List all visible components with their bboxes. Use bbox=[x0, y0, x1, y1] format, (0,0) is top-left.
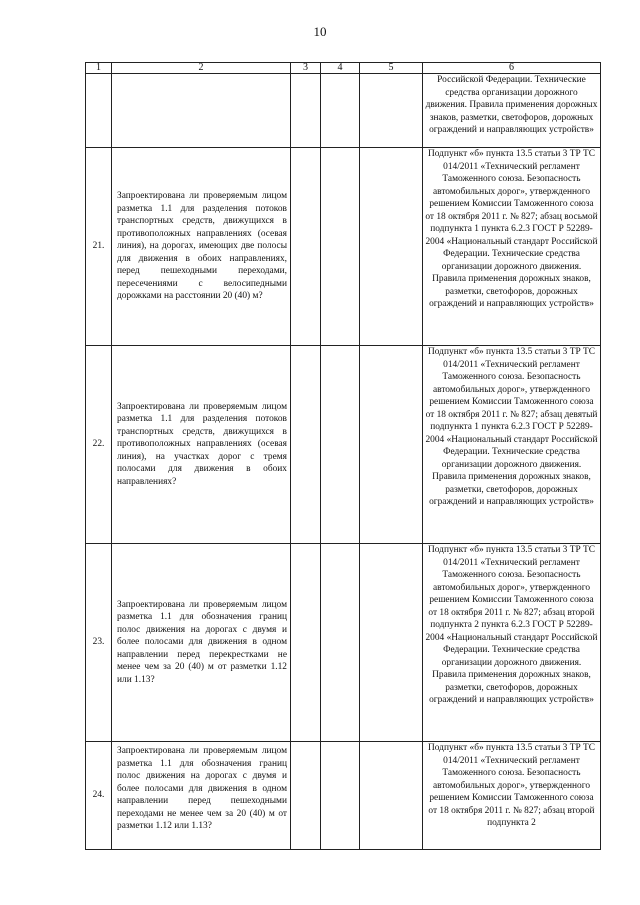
cell-col5 bbox=[360, 346, 423, 544]
reference-cell: Подпункт «б» пункта 13.5 статьи 3 ТР ТС 014/2011 «Технический регламент Таможенного союза. Безопасность автомобильных дорог», утвержденного решением Комиссии Таможенного союза от 18 октября 2011 г. № 827; абзац восьмой подпункта 1 пункта 6.2.3 ГОСТ Р 52289-2004 «Национальный стандарт Российской Федерации. Технические средства организации дорожного движения. Правила применения дорожных знаков, разметки, светофоров, дорожных ограждений и направляющих устройств» bbox=[423, 148, 601, 346]
page-number: 10 bbox=[313, 24, 327, 39]
header-row bbox=[86, 63, 601, 74]
cell-col4 bbox=[321, 544, 360, 742]
cell-col3 bbox=[291, 544, 321, 742]
row-number: 21. bbox=[86, 148, 112, 346]
reference-cell: Подпункт «б» пункта 13.5 статьи 3 ТР ТС 014/2011 «Технический регламент Таможенного союза. Безопасность автомобильных дорог», утвержденного решением Комиссии Таможенного союза от 18 октября 2011 г. № 827; абзац второй подпункта 2 пункта 6.2.3 ГОСТ Р 52289-2004 «Национальный стандарт Российской Федерации. Технические средства организации дорожного движения. Правила применения дорожных знаков, разметки, светофоров, дорожных ограждений и направляющих устройств» bbox=[423, 544, 601, 742]
cell-col5 bbox=[360, 544, 423, 742]
question-cell: Запроектирована ли проверяемым лицом разметка 1.1 для разделения потоков транспортных средств, движущихся в противоположных направлениях (осевая линия), на участках дорог с тремя полосами для движения в обоих направлениях? bbox=[112, 346, 291, 544]
cell-col4 bbox=[321, 346, 360, 544]
table-row bbox=[86, 346, 601, 544]
row-number bbox=[86, 74, 112, 148]
question-cell: Запроектирована ли проверяемым лицом разметка 1.1 для обозначения границ полос движения на дорогах с двумя и более полосами для движения в одном направлении перед пешеходными переходами не менее чем за 20 (40) м от разметки 1.12 или 1.13? bbox=[112, 742, 291, 850]
col-header-5: 5 bbox=[360, 63, 423, 74]
requirements-table bbox=[85, 62, 601, 850]
cell-col3 bbox=[291, 148, 321, 346]
col-header-6: 6 bbox=[423, 63, 601, 74]
cell-col5 bbox=[360, 148, 423, 346]
reference-cell: Российской Федерации. Технические средства организации дорожного движения. Правила применения дорожных знаков, разметки, светофоров, дорожных ограждений и направляющих устройств» bbox=[423, 74, 601, 148]
table-row bbox=[86, 544, 601, 742]
cell-col5 bbox=[360, 74, 423, 148]
cell-col3 bbox=[291, 346, 321, 544]
question-cell: Запроектирована ли проверяемым лицом разметка 1.1 для обозначения границ полос движения на дорогах с двумя и более полосами для движения в одном направлении перед перекрестками не менее чем за 20 (40) м от разметки 1.12 или 1.13? bbox=[112, 544, 291, 742]
reference-cell: Подпункт «б» пункта 13.5 статьи 3 ТР ТС 014/2011 «Технический регламент Таможенного союза. Безопасность автомобильных дорог», утвержденного решением Комиссии Таможенного союза от 18 октября 2011 г. № 827; абзац девятый подпункта 1 пункта 6.2.3 ГОСТ Р 52289-2004 «Национальный стандарт Российской Федерации. Технические средства организации дорожного движения. Правила применения дорожных знаков, разметки, светофоров, дорожных ограждений и направляющих устройств» bbox=[423, 346, 601, 544]
col-header-2: 2 bbox=[112, 63, 291, 74]
table-row bbox=[86, 742, 601, 850]
reference-cell: Подпункт «б» пункта 13.5 статьи 3 ТР ТС 014/2011 «Технический регламент Таможенного союза. Безопасность автомобильных дорог», утвержденного решением Комиссии Таможенного союза от 18 октября 2011 г. № 827; абзац второй подпункта 2 bbox=[423, 742, 601, 850]
question-cell: Запроектирована ли проверяемым лицом разметка 1.1 для разделения потоков транспортных средств, движущихся в противоположных направлениях (осевая линия), на дорогах, имеющих две полосы для движения в обоих направлениях, перед пешеходными переходами, пересечениями с велосипедными дорожками на расстоянии 20 (40) м? bbox=[112, 148, 291, 346]
row-number: 22. bbox=[86, 346, 112, 544]
cell-col4 bbox=[321, 74, 360, 148]
col-header-1: 1 bbox=[86, 63, 112, 74]
cell-col5 bbox=[360, 742, 423, 850]
cell-col4 bbox=[321, 148, 360, 346]
cell-col3 bbox=[291, 742, 321, 850]
cell-col4 bbox=[321, 742, 360, 850]
table-row bbox=[86, 148, 601, 346]
table-row bbox=[86, 74, 601, 148]
col-header-3: 3 bbox=[291, 63, 321, 74]
row-number: 24. bbox=[86, 742, 112, 850]
col-header-4: 4 bbox=[321, 63, 360, 74]
cell-col3 bbox=[291, 74, 321, 148]
question-cell bbox=[112, 74, 291, 148]
row-number: 23. bbox=[86, 544, 112, 742]
